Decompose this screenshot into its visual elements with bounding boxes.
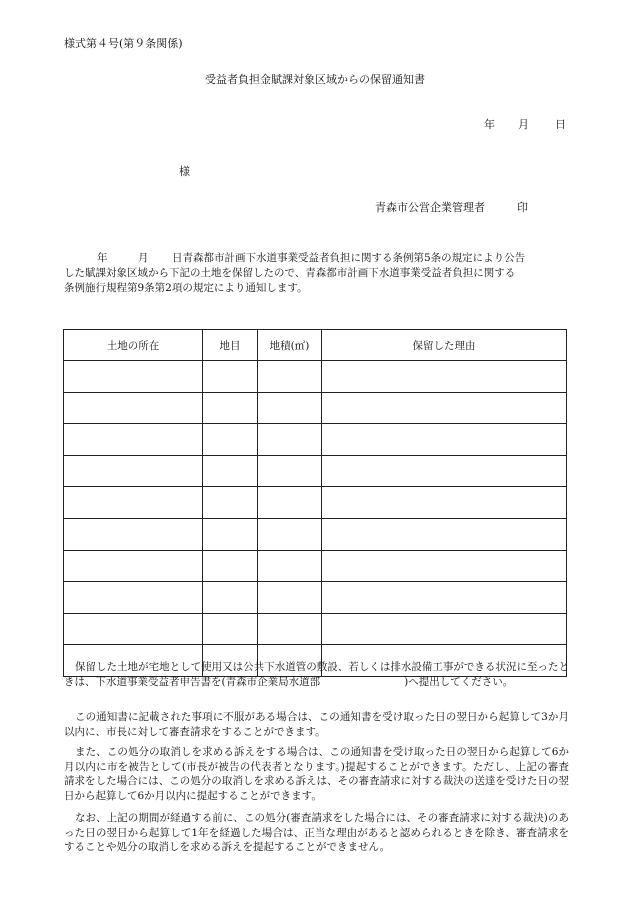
cell-location	[64, 392, 203, 424]
body-year-label: 年	[97, 252, 108, 264]
note-submission-a: 保留した土地が宅地として使用又は公共下水道管の敷設、若しくは排水設備工事ができる状況に至ったときは、下水道事業受益者申告書を(青森市企業局水道部	[64, 661, 569, 688]
body-text-line2: した賦課対象区域から下記の土地を保留したので、青森都市計画下水道事業受益者負担に関する	[64, 267, 516, 279]
cell-area	[258, 361, 322, 393]
header-location: 土地の所在	[64, 330, 203, 361]
cell-land-category	[203, 361, 258, 393]
table-row	[64, 550, 567, 582]
date-month-label: 月	[518, 118, 529, 131]
note-submission-b: )へ提出してください。	[404, 675, 514, 688]
cell-land-category	[203, 455, 258, 487]
cell-location	[64, 613, 203, 645]
date-year-label: 年	[484, 118, 495, 131]
cell-reason	[322, 550, 567, 582]
header-land-category: 地目	[203, 330, 258, 361]
cell-area	[258, 455, 322, 487]
note-submission	[64, 660, 569, 689]
cell-area	[258, 582, 322, 614]
cell-location	[64, 550, 203, 582]
cell-land-category	[203, 392, 258, 424]
cell-location	[64, 582, 203, 614]
body-text-line3: 条例施行規程第9条第2項の規定により通知します。	[64, 282, 308, 294]
note-lawsuit: また、この処分の取消しを求める訴えをする場合は、この通知書を受け取った日の翌日から起算して6か月以内に市を被告として(市長が被告の代表者となります。)提起することができます。ただし、上記の審査請求をした場合には、この処分の取消しを求める訴えは、その審査請求に対する裁決の送達を受けた日の翌日から起算して6か月以内に提起することができます。	[64, 746, 569, 802]
cell-land-category	[203, 424, 258, 456]
cell-reason	[322, 392, 567, 424]
table-row	[64, 455, 567, 487]
note-time-limit: なお、上記の期間が経過する前に、この処分(審査請求をした場合には、その審査請求に対する裁決)のあった日の翌日から起算して1年を経過した場合は、正当な理由があると認められるときを除き、審査請求をすることや処分の取消しを求める訴えを提起することができません。	[64, 812, 569, 853]
cell-land-category	[203, 582, 258, 614]
header-reason: 保留した理由	[322, 330, 567, 361]
cell-reason	[322, 424, 567, 456]
table-row	[64, 392, 567, 424]
land-table	[63, 329, 567, 677]
cell-reason	[322, 487, 567, 519]
addressee-honorific: 様	[179, 165, 190, 178]
header-area: 地積(㎡)	[258, 330, 322, 361]
form-number: 様式第４号(第９条関係)	[64, 37, 183, 50]
cell-location	[64, 518, 203, 550]
cell-reason	[322, 518, 567, 550]
table-row	[64, 613, 567, 645]
cell-area	[258, 392, 322, 424]
cell-reason	[322, 582, 567, 614]
cell-reason	[322, 455, 567, 487]
table-row	[64, 361, 567, 393]
date-day-label: 日	[555, 118, 566, 131]
cell-area	[258, 518, 322, 550]
table-row	[64, 424, 567, 456]
document-title: 受益者負担金賦課対象区域からの保留通知書	[205, 73, 425, 86]
table-row	[64, 582, 567, 614]
cell-land-category	[203, 518, 258, 550]
cell-land-category	[203, 550, 258, 582]
cell-location	[64, 487, 203, 519]
cell-area	[258, 550, 322, 582]
body-text-line1: 日青森都市計画下水道事業受益者負担に関する条例第5条の規定により公告	[172, 252, 526, 264]
table-header-row	[64, 330, 567, 361]
cell-location	[64, 424, 203, 456]
cell-reason	[322, 613, 567, 645]
note-review-request: この通知書に記載された事項に不服がある場合は、この通知書を受け取った日の翌日から起算して3か月以内に、市長に対して審査請求をすることができます。	[64, 711, 569, 738]
table-row	[64, 487, 567, 519]
cell-land-category	[203, 613, 258, 645]
body-month-label: 月	[138, 252, 149, 264]
cell-location	[64, 361, 203, 393]
cell-area	[258, 613, 322, 645]
cell-area	[258, 424, 322, 456]
cell-area	[258, 487, 322, 519]
issuer-name: 青森市公営企業管理者	[375, 201, 485, 214]
table-row	[64, 518, 567, 550]
cell-land-category	[203, 487, 258, 519]
cell-location	[64, 455, 203, 487]
seal-mark: 印	[517, 201, 528, 214]
cell-reason	[322, 361, 567, 393]
